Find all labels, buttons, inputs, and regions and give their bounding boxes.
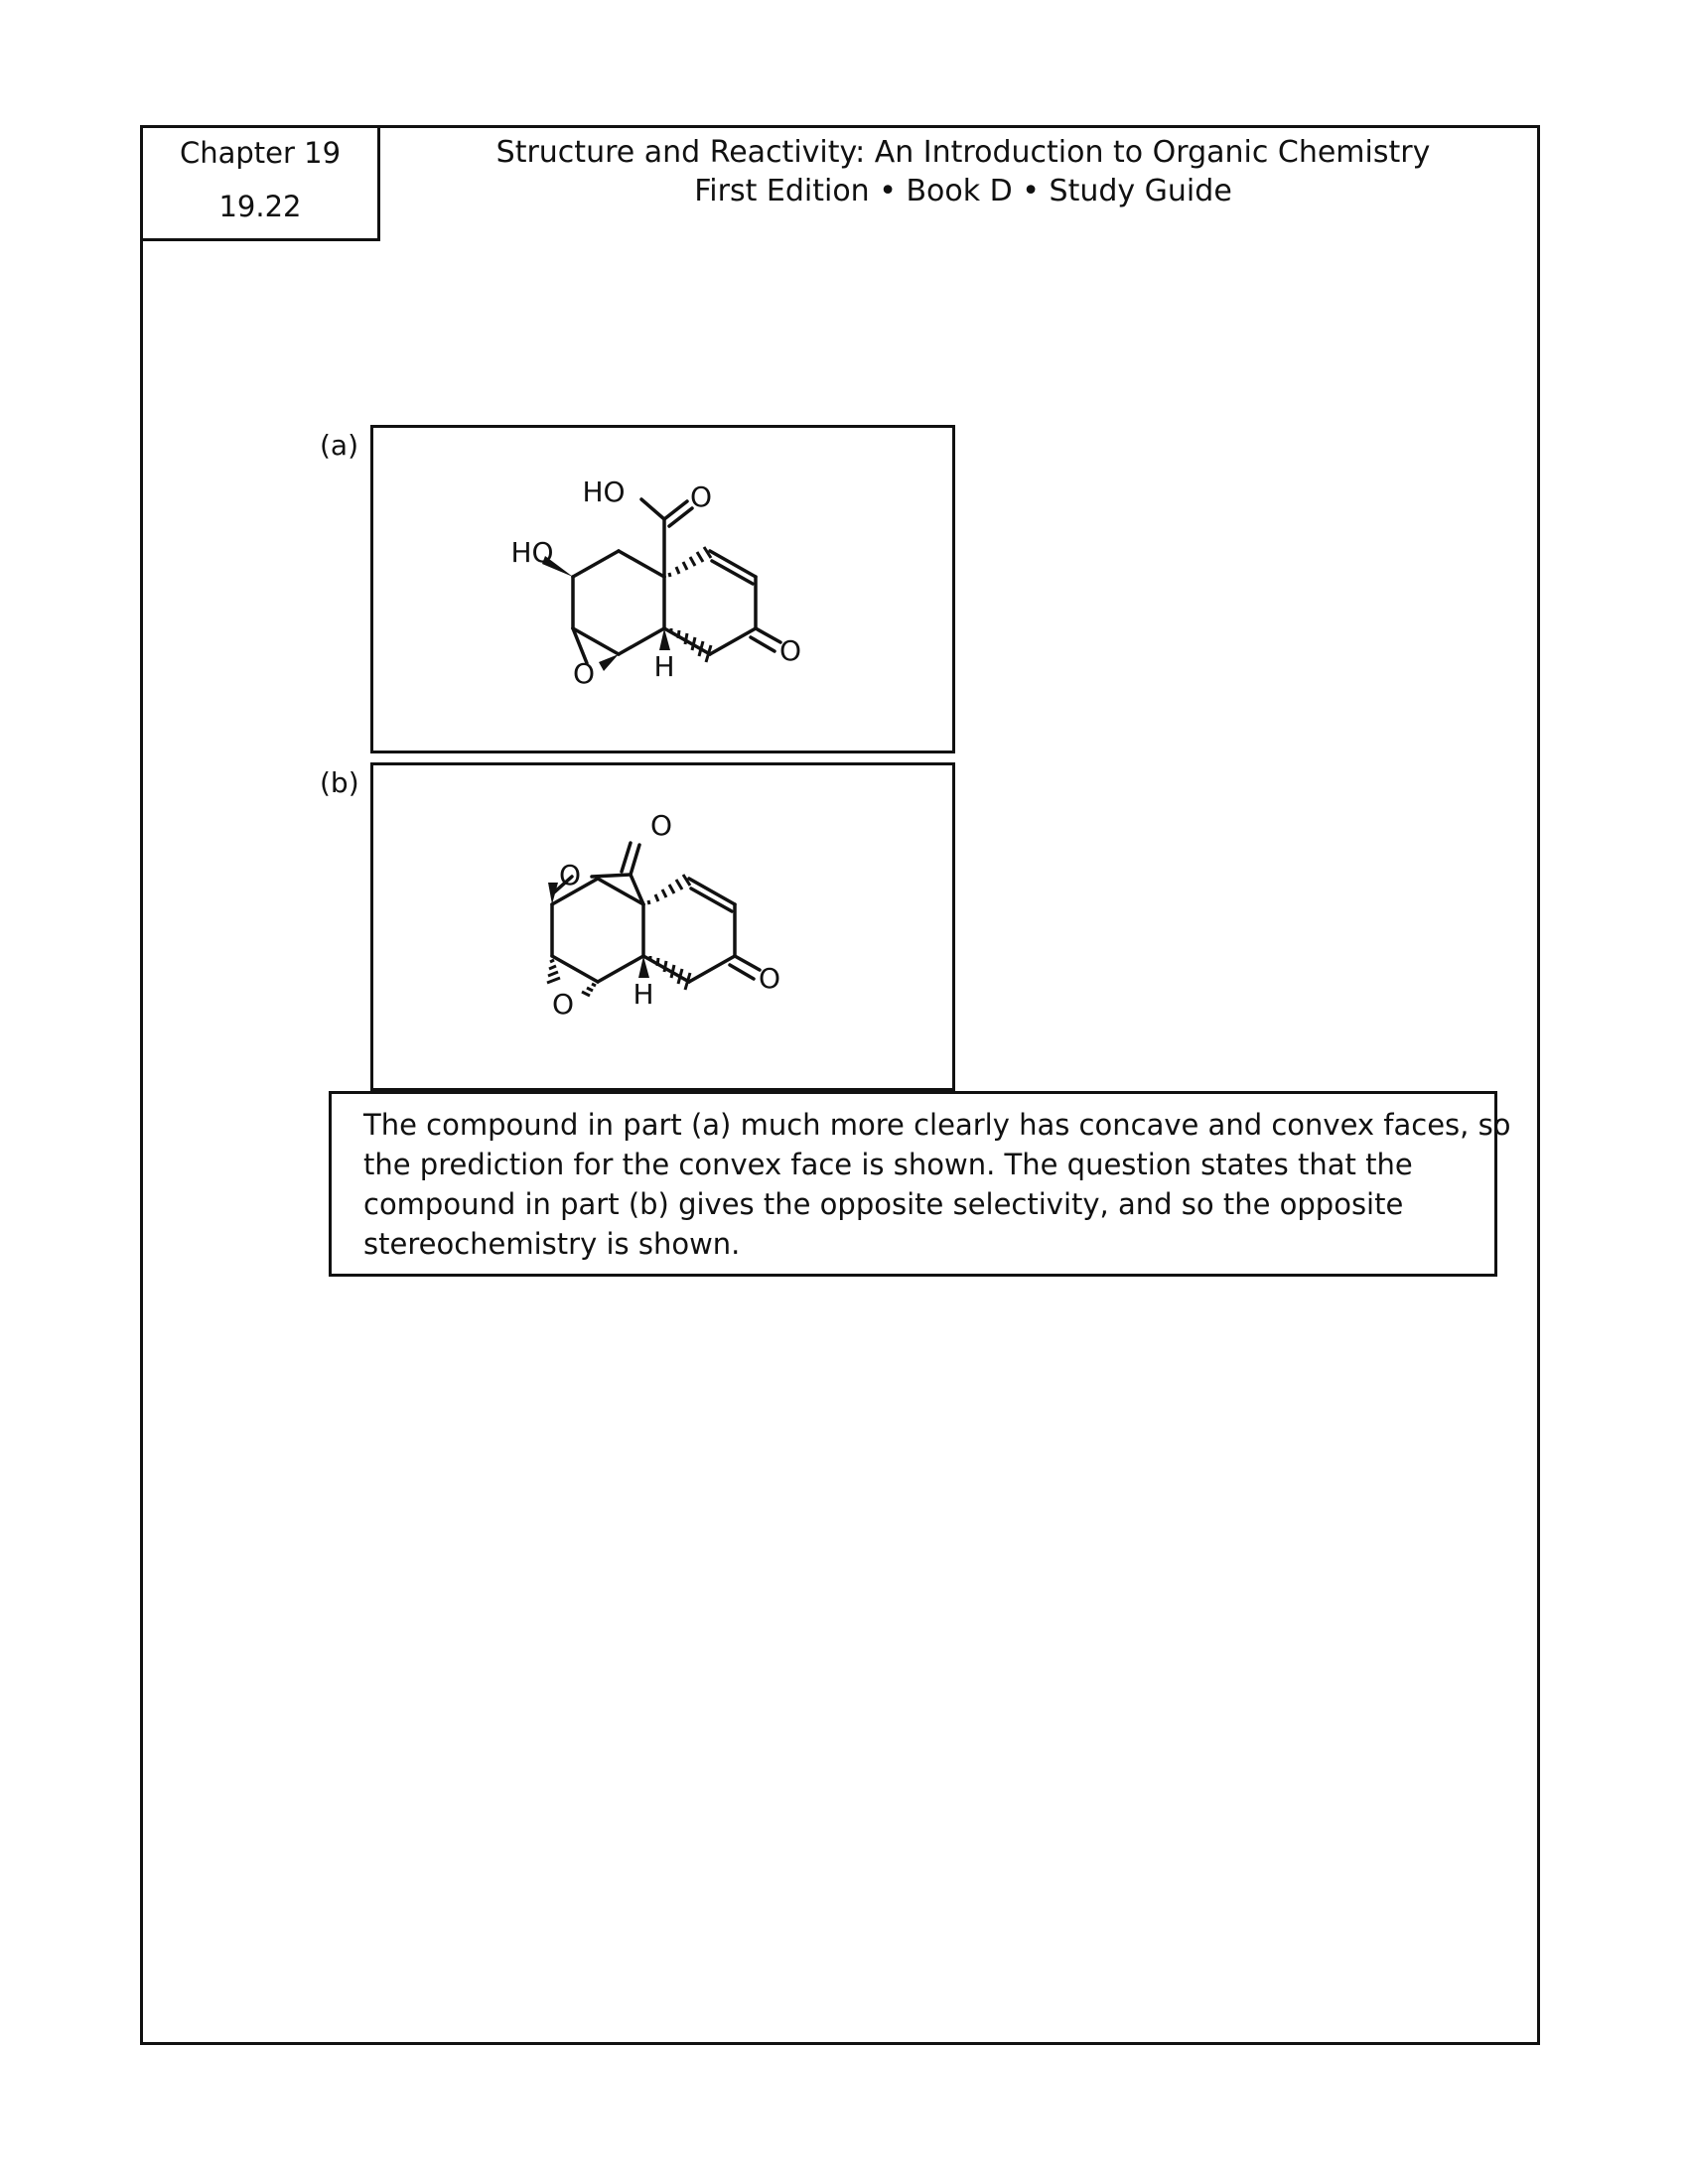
atom-ho-acid: HO	[582, 476, 626, 508]
part-b-label: (b)	[320, 766, 359, 799]
structure-a-drawing	[373, 428, 958, 756]
answer-line: the prediction for the convex face is shown. The question states that the	[363, 1148, 1413, 1181]
answer-line: stereochemistry is shown.	[363, 1227, 741, 1261]
structure-b-drawing	[373, 765, 958, 1094]
chapter-label: Chapter 19	[179, 136, 342, 170]
part-b-structure-box	[370, 762, 955, 1091]
chapter-box	[140, 125, 380, 241]
part-a-label: (a)	[320, 429, 359, 462]
answer-line: The compound in part (a) much more clearly has concave and convex faces, so	[363, 1108, 1511, 1142]
answer-line: compound in part (b) gives the opposite selectivity, and so the opposite	[363, 1187, 1404, 1221]
atom-h-junction: H	[653, 650, 675, 683]
problem-number: 19.22	[218, 190, 302, 223]
atom-ho-ring: HO	[510, 536, 554, 569]
atom-o-ketone: O	[778, 634, 802, 667]
book-edition: First Edition • Book D • Study Guide	[694, 174, 1232, 208]
atom-h-junction: H	[633, 978, 654, 1011]
atom-o-lactone-ring: O	[558, 859, 582, 891]
atom-o-lactone-carbonyl: O	[649, 809, 673, 842]
answer-box	[329, 1091, 1511, 1277]
atom-o-epoxide: O	[551, 988, 575, 1021]
book-title: Structure and Reactivity: An Introduction to Organic Chemistry	[495, 135, 1431, 170]
part-a-structure-box	[370, 425, 955, 753]
atom-o-acid-carbonyl: O	[689, 480, 713, 513]
atom-o-ketone: O	[758, 962, 781, 995]
atom-o-epoxide: O	[572, 657, 596, 690]
